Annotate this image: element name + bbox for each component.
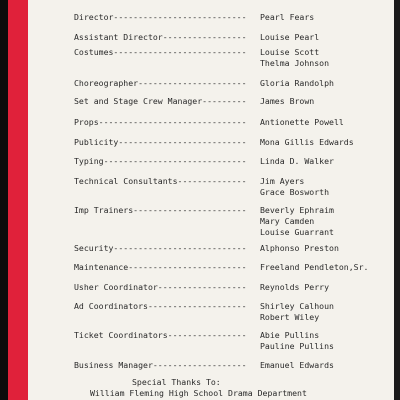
credit-name: Mona Gillis Edwards [260, 137, 354, 147]
credit-names [260, 47, 329, 69]
credit-row [74, 262, 368, 273]
credit-role: Publicity-------------------------- [74, 137, 247, 147]
credit-name: Thelma Johnson [260, 58, 330, 68]
credit-names [260, 12, 314, 23]
credit-names [260, 262, 368, 273]
credit-row [74, 301, 334, 323]
credit-row [74, 96, 314, 107]
red-binding-strip [8, 0, 28, 400]
credit-name: Emanuel Edwards [260, 360, 334, 370]
credit-name: Shirley Calhoun [260, 301, 334, 311]
credit-name: Beverly Ephraim [260, 205, 334, 215]
credit-name: Linda D. Walker [260, 156, 334, 166]
credit-role: Business Manager------------------- [74, 360, 247, 370]
credit-names [260, 137, 354, 148]
special-thanks-heading: Special Thanks To: [132, 377, 221, 387]
credit-row [74, 117, 344, 128]
credit-role: Maintenance------------------------ [74, 262, 247, 272]
credit-role: Ad Coordinators-------------------- [74, 301, 247, 311]
credit-role: Props------------------------------ [74, 117, 247, 127]
credit-name: Louise Pearl [260, 32, 320, 42]
credit-row [74, 360, 334, 371]
credit-names [260, 156, 334, 167]
right-background [394, 0, 400, 400]
credit-names [260, 360, 334, 371]
credit-row [74, 205, 334, 238]
credit-name: Reynolds Perry [260, 282, 330, 292]
credit-role: Director--------------------------- [74, 12, 247, 22]
credit-name: Pearl Fears [260, 12, 315, 22]
credit-row [74, 243, 339, 254]
credit-names [260, 176, 329, 198]
credit-name: Alphonso Preston [260, 243, 339, 253]
credit-name: Mary Camden [260, 216, 315, 226]
credit-row [74, 330, 334, 352]
credit-role: Technical Consultants-------------- [74, 176, 247, 186]
credit-role: Security--------------------------- [74, 243, 247, 253]
credit-name: Pauline Pullins [260, 341, 334, 351]
credit-name: Gloria Randolph [260, 78, 334, 88]
credit-name: Louise Guarrant [260, 227, 334, 237]
credit-names [260, 78, 334, 89]
credit-role: Imp Trainers----------------------- [74, 205, 247, 215]
credit-name: James Brown [260, 96, 315, 106]
special-thanks-line: William Fleming High School Drama Department [90, 388, 307, 398]
credit-row [74, 32, 319, 43]
credit-name: Freeland Pendleton,Sr. [260, 262, 369, 272]
credit-row [74, 47, 329, 69]
credit-role: Choreographer---------------------- [74, 78, 247, 88]
credit-name: Jim Ayers [260, 176, 305, 186]
credits-list [28, 0, 394, 400]
credit-role: Costumes--------------------------- [74, 47, 247, 57]
credit-row [74, 12, 314, 23]
paper-sheet [28, 0, 394, 400]
credit-names [260, 32, 319, 43]
credit-names [260, 282, 329, 293]
credit-name: Robert Wiley [260, 312, 320, 322]
credit-role: Ticket Coordinators---------------- [74, 330, 247, 340]
credit-role: Set and Stage Crew Manager--------- [74, 96, 247, 106]
credit-role: Assistant Director----------------- [74, 32, 247, 42]
credit-row [74, 282, 329, 293]
credit-names [260, 117, 344, 128]
credit-name: Louise Scott [260, 47, 320, 57]
credit-names [260, 301, 334, 323]
credit-name: Antionette Powell [260, 117, 344, 127]
credit-role: Typing----------------------------- [74, 156, 247, 166]
credit-row [74, 156, 334, 167]
credit-names [260, 330, 334, 352]
credit-row [74, 176, 329, 198]
credit-role: Usher Coordinator------------------ [74, 282, 247, 292]
credit-row [74, 137, 354, 148]
credit-name: Abie Pullins [260, 330, 320, 340]
credit-names [260, 243, 339, 254]
left-background [0, 0, 8, 400]
credit-name: Grace Bosworth [260, 187, 330, 197]
credit-names [260, 205, 334, 238]
credit-row [74, 78, 334, 89]
credit-names [260, 96, 314, 107]
